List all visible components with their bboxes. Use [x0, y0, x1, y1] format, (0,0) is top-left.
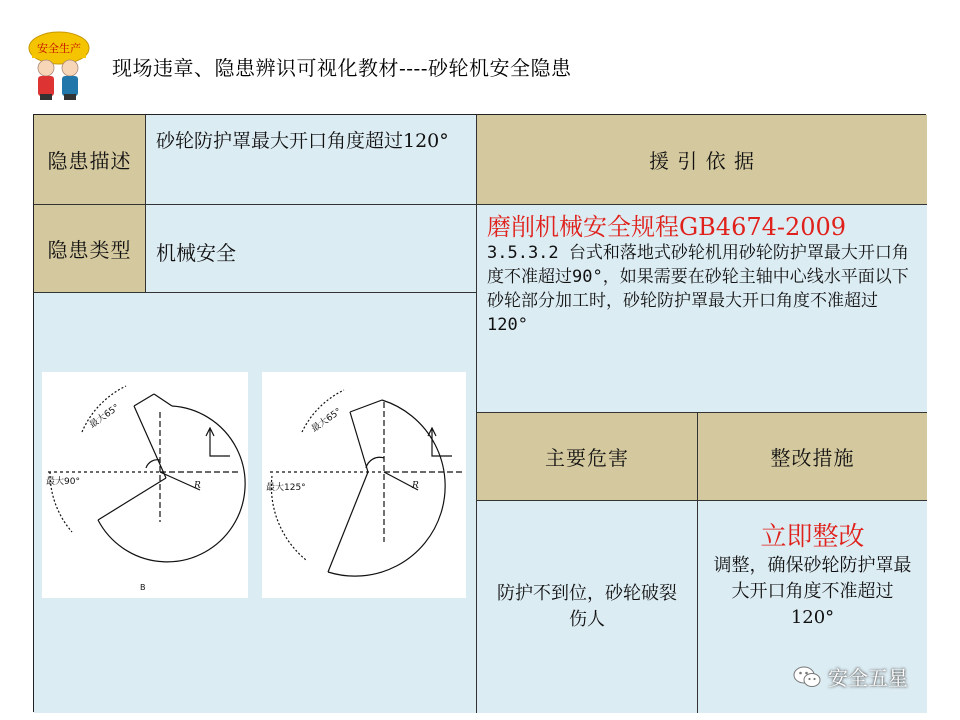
reference-cell: [477, 205, 927, 413]
measure-value: 调整，确保砂轮防护罩最大开口角度不准超过120°: [713, 555, 912, 628]
left-label-top: 最大65°: [87, 402, 122, 431]
hazard-label: 主要危害: [477, 413, 698, 501]
left-radius-label: R: [194, 481, 201, 491]
guard-diagram-left: [42, 372, 248, 598]
left-caption: B: [140, 583, 146, 592]
left-label-side: 最大90°: [46, 477, 80, 487]
page-title: 现场违章、隐患辨识可视化教材----砂轮机安全隐患: [112, 56, 572, 80]
reference-title: 磨削机械安全规程GB4674-2009: [487, 213, 847, 241]
watermark-text: 安全五星: [828, 666, 908, 690]
safety-production-logo: [26, 28, 92, 102]
right-label-top: 最大65°: [309, 406, 344, 435]
wechat-icon: [792, 665, 822, 689]
measure-label: 整改措施: [698, 413, 927, 501]
reference-body: 3.5.3.2 台式和落地式砂轮机用砂轮防护罩最大开口角度不准超过90°，如果需要在砂轮主轴中心线水平面以下砂轮部分加工时，砂轮防护罩最大开口角度不准超过120°: [487, 243, 909, 335]
desc-value: 砂轮防护罩最大开口角度超过120°: [146, 115, 477, 205]
hazard-value: 防护不到位，砂轮破裂伤人: [477, 501, 698, 713]
measure-title: 立即整改: [760, 522, 865, 552]
logo-text: 安全生产: [37, 42, 81, 55]
desc-label: 隐患描述: [34, 115, 146, 205]
watermark: [792, 662, 908, 691]
right-radius-label: R: [412, 481, 419, 491]
type-label: 隐患类型: [34, 205, 146, 293]
basis-label: 援 引 依 据: [477, 115, 927, 205]
type-value: 机械安全: [146, 205, 477, 293]
right-label-side: 最大125°: [266, 483, 306, 493]
guard-diagram-right: [262, 372, 466, 598]
